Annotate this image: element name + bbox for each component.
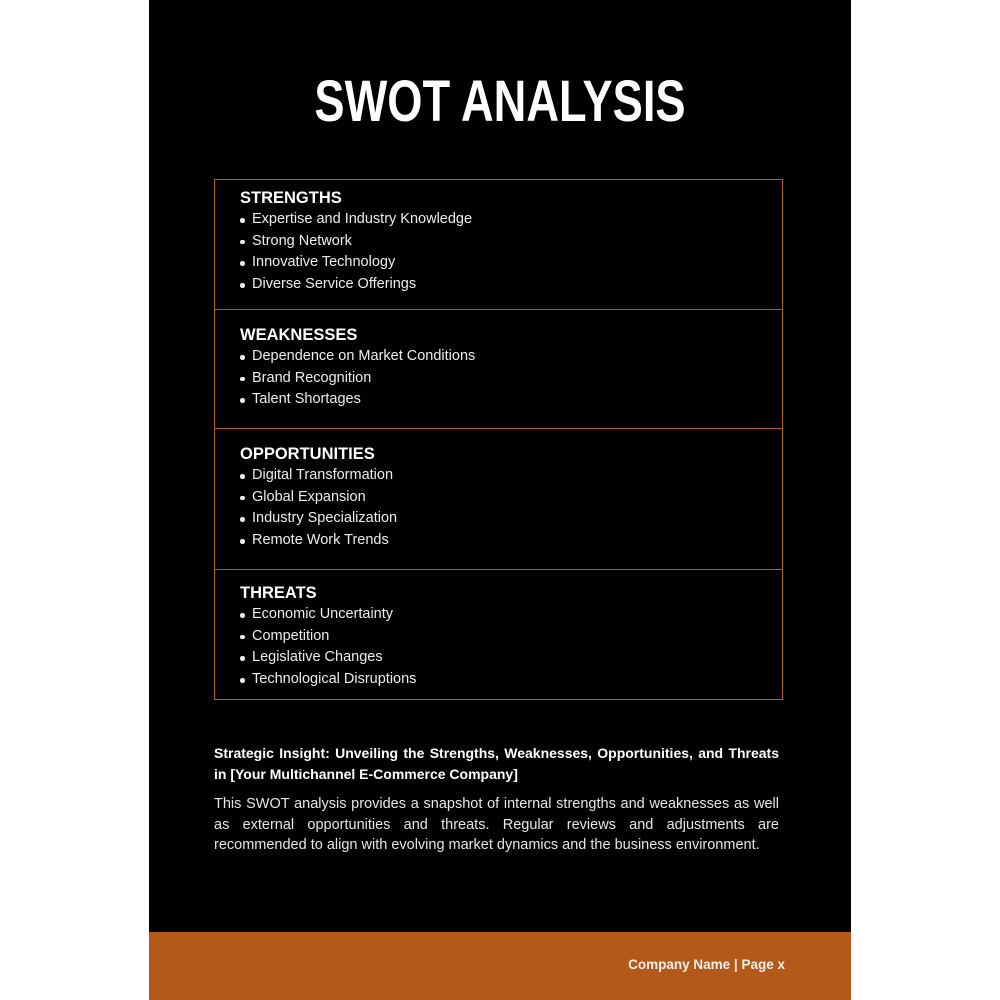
list-item: Technological Disruptions bbox=[240, 669, 782, 691]
list-item: Expertise and Industry Knowledge bbox=[240, 209, 782, 231]
swot-section-threats bbox=[215, 570, 782, 699]
insight-heading: Strategic Insight: Unveiling the Strengths, Weaknesses, Opportunities, and Threats in [Your Multichannel E-Commerce Company] bbox=[214, 745, 779, 782]
section-heading: STRENGTHS bbox=[240, 189, 342, 207]
list-item: Legislative Changes bbox=[240, 647, 782, 669]
list-item: Competition bbox=[240, 626, 782, 648]
list-item: Economic Uncertainty bbox=[240, 604, 782, 626]
swot-section-opportunities bbox=[215, 429, 782, 570]
page-footer bbox=[149, 932, 851, 1000]
swot-table bbox=[214, 179, 783, 700]
list-item: Dependence on Market Conditions bbox=[240, 346, 782, 368]
document-page bbox=[149, 0, 851, 1000]
list-item: Innovative Technology bbox=[240, 252, 782, 274]
section-list bbox=[240, 465, 782, 552]
strategic-insight bbox=[214, 743, 779, 856]
section-heading: OPPORTUNITIES bbox=[240, 445, 375, 463]
list-item: Global Expansion bbox=[240, 487, 782, 509]
section-list bbox=[240, 346, 782, 411]
list-item: Industry Specialization bbox=[240, 508, 782, 530]
insight-body: This SWOT analysis provides a snapshot of internal strengths and weaknesses as well as external opportunities and threats. Regular reviews and adjustments are recommended to align with evolving market dynamics and the business environment. bbox=[214, 796, 779, 853]
list-item: Brand Recognition bbox=[240, 368, 782, 390]
section-list bbox=[240, 209, 782, 296]
page-title: SWOT ANALYSIS bbox=[314, 69, 686, 134]
list-item: Talent Shortages bbox=[240, 389, 782, 411]
list-item: Diverse Service Offerings bbox=[240, 274, 782, 296]
list-item: Remote Work Trends bbox=[240, 530, 782, 552]
section-heading: THREATS bbox=[240, 584, 317, 602]
footer-text: Company Name | Page x bbox=[628, 957, 785, 972]
section-heading: WEAKNESSES bbox=[240, 326, 358, 344]
list-item: Digital Transformation bbox=[240, 465, 782, 487]
swot-section-weaknesses bbox=[215, 310, 782, 429]
list-item: Strong Network bbox=[240, 231, 782, 253]
section-list bbox=[240, 604, 782, 691]
swot-section-strengths bbox=[215, 180, 782, 310]
